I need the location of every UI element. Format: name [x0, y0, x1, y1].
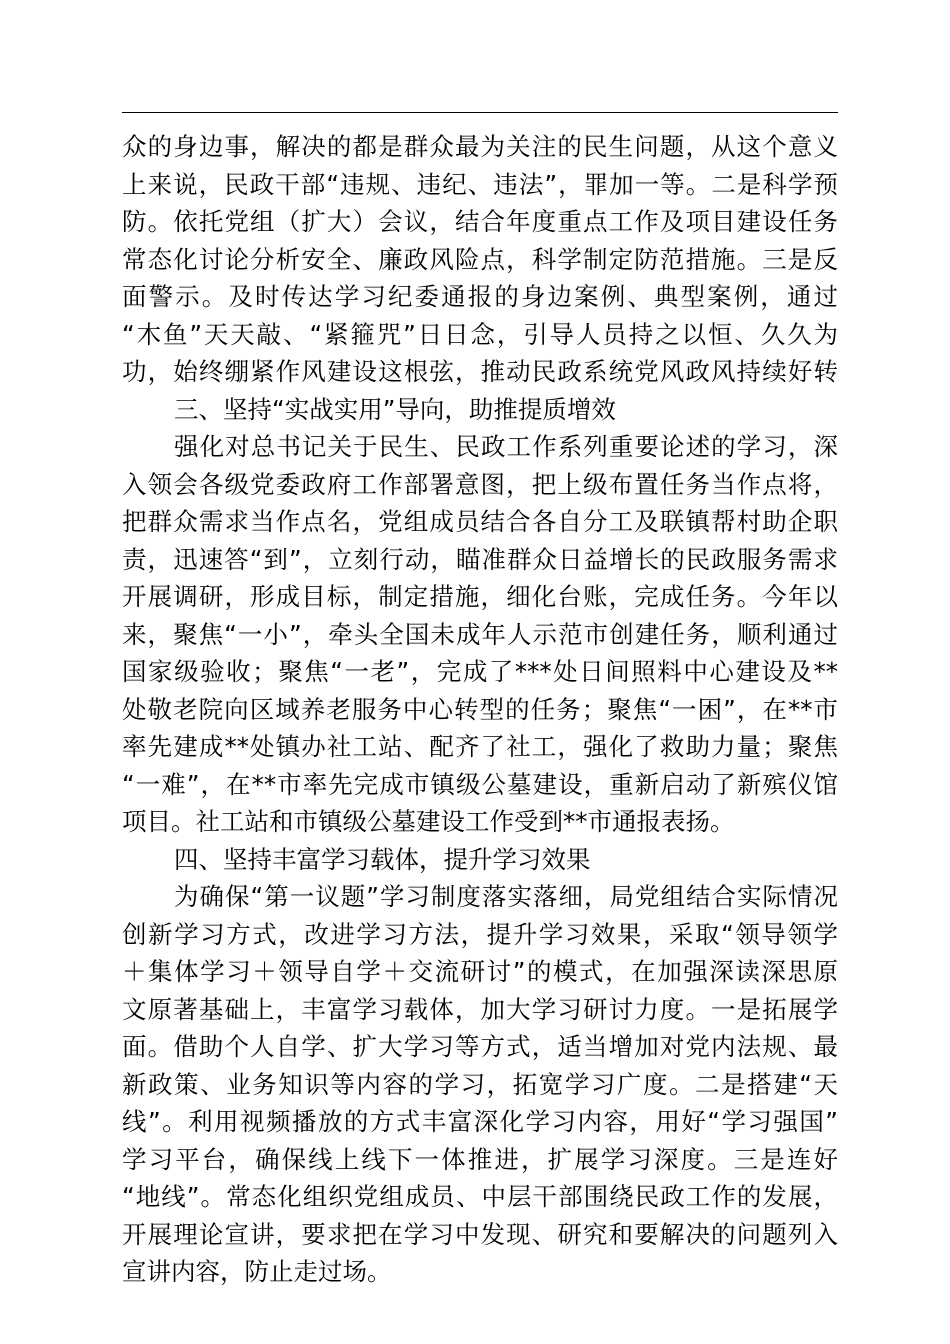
paragraph-last-line: 项目。社工站和市镇级公墓建设工作受到**市通报表扬。	[122, 807, 735, 836]
paragraph-line: “一难”，在**市率先完成市镇级公墓建设，重新启动了新殡仪馆	[122, 769, 838, 799]
paragraph-line: 创新学习方式，改进学习方法，提升学习效果，采取“领导领学	[122, 919, 838, 949]
paragraph-line: 国家级验收；聚焦“一老”，完成了***处日间照料中心建设及**	[122, 657, 838, 686]
paragraph-line: 入领会各级党委政府工作部署意图，把上级布置任务当作点将，	[122, 469, 838, 499]
paragraph-line: 开展理论宣讲，要求把在学习中发现、研究和要解决的问题列入	[122, 1219, 838, 1249]
paragraph-line: 学习平台，确保线上线下一体推进，扩展学习深度。三是连好	[122, 1144, 838, 1174]
paragraph-line: 众的身边事，解决的都是群众最为关注的民生问题，从这个意义	[122, 132, 838, 161]
paragraph-line: 把群众需求当作点名，党组成员结合各自分工及联镇帮村助企职	[122, 507, 838, 536]
paragraph-line: 开展调研，形成目标，制定措施，细化台账，完成任务。今年以	[122, 582, 838, 611]
header-rule	[122, 112, 838, 113]
paragraph-line: ＋集体学习＋领导自学＋交流研讨”的模式，在加强深读深思原	[122, 957, 838, 986]
section-heading: 三、坚持“实战实用”导向，助推提质增效	[174, 394, 616, 424]
paragraph-line: 常态化讨论分析安全、廉政风险点，科学制定防范措施。三是反	[122, 244, 838, 274]
paragraph-line: 新政策、业务知识等内容的学习，拓宽学习广度。二是搭建“天	[122, 1069, 838, 1099]
paragraph-line: 防。依托党组（扩大）会议，结合年度重点工作及项目建设任务	[122, 207, 838, 236]
paragraph-line: 面警示。及时传达学习纪委通报的身边案例、典型案例，通过	[122, 282, 838, 311]
paragraph-last-line: 宣讲内容，防止走过场。	[122, 1257, 392, 1286]
paragraph-line: “地线”。常态化组织党组成员、中层干部围绕民政工作的发展，	[122, 1182, 838, 1211]
paragraph-line: 面。借助个人自学、扩大学习等方式，适当增加对党内法规、最	[122, 1032, 838, 1061]
paragraph-first-line: 为确保“第一议题”学习制度落实落细，局党组结合实际情况	[174, 882, 838, 911]
paragraph-line: 处敬老院向区域养老服务中心转型的任务；聚焦“一困”，在**市	[122, 694, 838, 724]
paragraph-line: 来，聚焦“一小”，牵头全国未成年人示范市创建任务，顺利通过	[122, 619, 838, 649]
paragraph-line: 上来说，民政干部“违规、违纪、违法”，罪加一等。二是科学预	[122, 169, 838, 199]
paragraph-line: 功，始终绷紧作风建设这根弦，推动民政系统党风政风持续好转	[122, 357, 838, 386]
paragraph-first-line: 强化对总书记关于民生、民政工作系列重要论述的学习，深	[174, 432, 838, 461]
section-heading: 四、坚持丰富学习载体，提升学习效果	[174, 844, 591, 874]
document-body	[122, 128, 838, 1291]
paragraph-line: 文原著基础上，丰富学习载体，加大学习研讨力度。一是拓展学	[122, 994, 838, 1024]
paragraph-line: “木鱼”天天敲、“紧箍咒”日日念，引导人员持之以恒、久久为	[122, 319, 838, 349]
paragraph-line: 责，迅速答“到”，立刻行动，瞄准群众日益增长的民政服务需求	[122, 544, 838, 574]
paragraph-line: 率先建成**处镇办社工站、配齐了社工，强化了救助力量；聚焦	[122, 732, 838, 761]
paragraph-line: 线”。利用视频播放的方式丰富深化学习内容，用好“学习强国”	[122, 1107, 838, 1136]
